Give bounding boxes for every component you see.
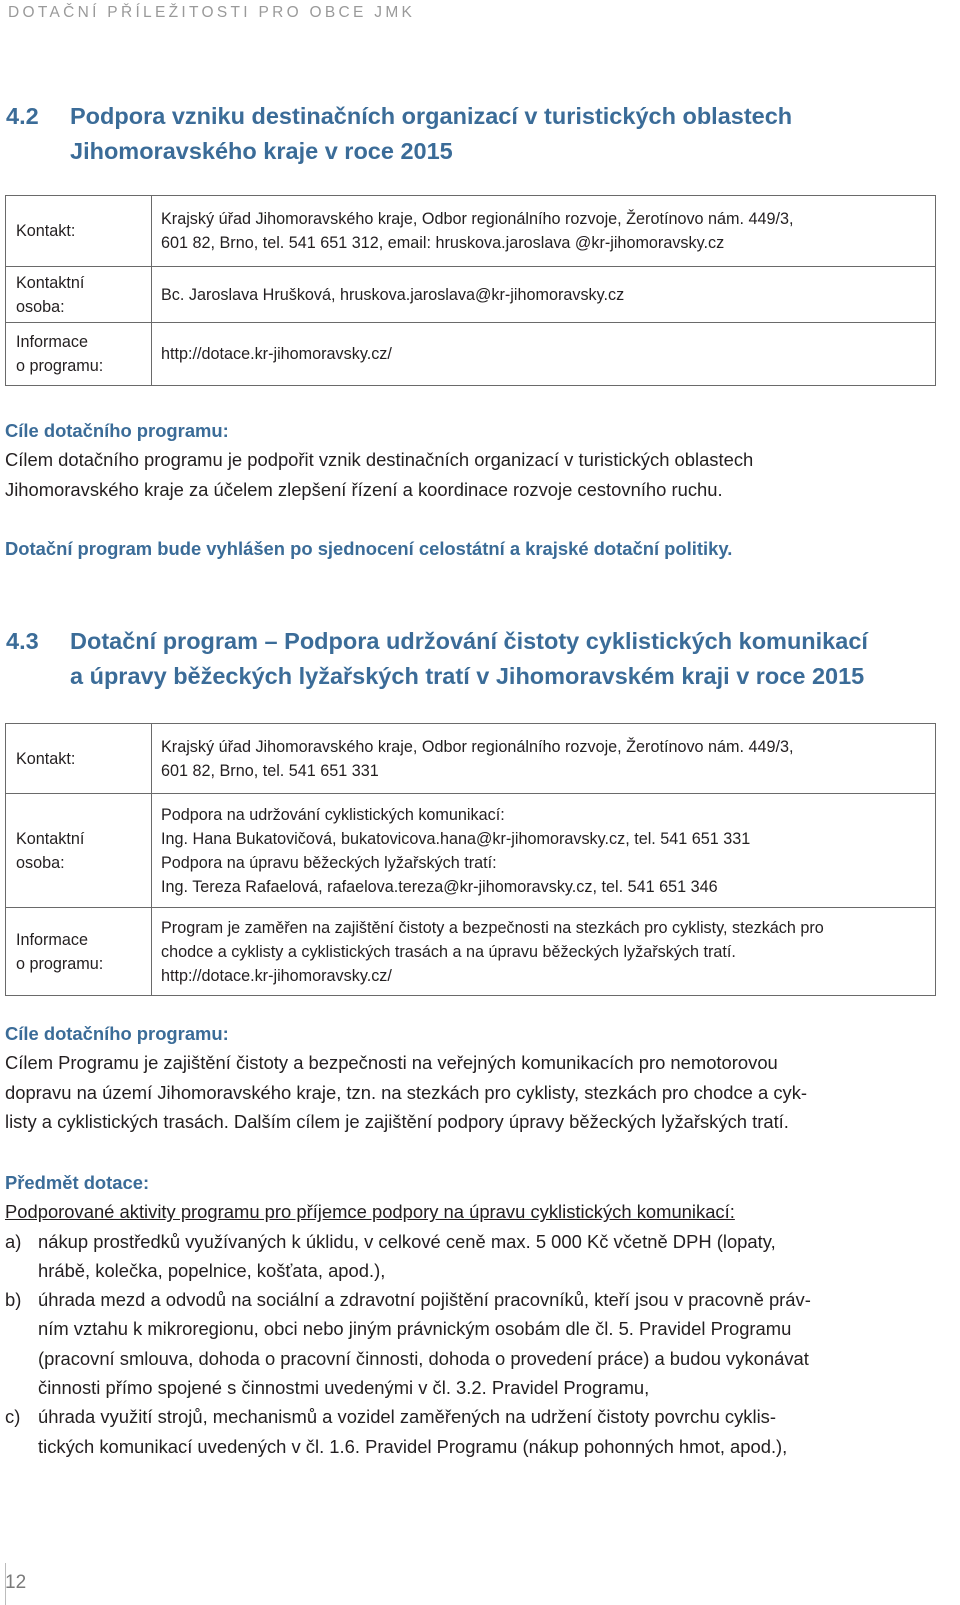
goals-heading: Cíle dotačního programu: (5, 1023, 229, 1044)
section-title-line: Jihomoravského kraje v roce 2015 (70, 138, 453, 164)
section-4-2-notice: Dotační program bude vyhlášen po sjednocení celostátní a krajské dotační politiky. (5, 538, 733, 559)
list-item-line: tických komunikací uvedených v čl. 1.6. Pravidel Programu (nákup pohonných hmot, apod.), (38, 1435, 788, 1457)
list-item (5, 1402, 940, 1461)
section-title-line: a úpravy běžeckých lyžařských tratí v Jihomoravském kraji v roce 2015 (70, 663, 865, 689)
goals-heading: Cíle dotačního programu: (5, 420, 229, 441)
info-label-line: o programu: (16, 954, 104, 973)
section-4-2-title (6, 99, 946, 169)
info-value-line: Krajský úřad Jihomoravského kraje, Odbor regionálního rozvoje, Žerotínovo nám. 449/3, (161, 737, 794, 756)
list-item-line: nákup prostředků využívaných k úklidu, v celkové ceně max. 5 000 Kč včetně DPH (lopaty, (38, 1230, 776, 1252)
list-marker: c) (5, 1406, 21, 1428)
goals-line: dopravu na území Jihomoravského kraje, tzn. na stezkách pro cyklisty, stezkách pro chodce a cyk- (5, 1081, 808, 1103)
info-label (6, 908, 152, 996)
info-label-line: Kontaktní (16, 273, 85, 292)
info-value (152, 267, 936, 323)
info-label-line: Kontaktní (16, 829, 85, 848)
info-value-line: Podpora na udržování cyklistických komunikací: (161, 805, 505, 824)
page-number: 12 (5, 1572, 27, 1593)
section-4-3-title (6, 624, 946, 694)
info-value-line: 601 82, Brno, tel. 541 651 312, email: hruskova.jaroslava @kr-jihomoravsky.cz (161, 234, 725, 252)
info-row-contact (6, 724, 936, 794)
info-value (152, 794, 936, 908)
info-value (152, 323, 936, 386)
info-label: Kontakt: (6, 196, 152, 267)
list-item-line: úhrada využití strojů, mechanismů a vozidel zaměřených na udržení čistoty povrchu cyklis- (38, 1406, 776, 1428)
section-number: 4.3 (6, 628, 39, 654)
list-item-line: (pracovní smlouva, dohoda o pracovní činnosti, dohoda o provedení práce) a budou vykonávat (38, 1347, 809, 1369)
section-title-line: Podpora vzniku destinačních organizací v turistických oblastech (70, 103, 793, 129)
info-value-line: Ing. Hana Bukatovičová, bukatovicova.hana@kr-jihomoravsky.cz, tel. 541 651 331 (161, 829, 751, 848)
page-header: DOTAČNÍ PŘÍLEŽITOSTI PRO OBCE JMK (8, 4, 416, 21)
subject-heading: Předmět dotace: (5, 1172, 150, 1193)
goals-line: Cílem dotačního programu je podpořit vznik destinačních organizací v turistických oblastech (5, 449, 754, 471)
info-label-line: osoba: (16, 297, 65, 316)
info-label-line: osoba: (16, 853, 65, 872)
info-value (152, 724, 936, 794)
info-value-line: Ing. Tereza Rafaelová, rafaelova.tereza@kr-jihomoravsky.cz, tel. 541 651 346 (161, 877, 718, 896)
info-label-line: Informace (16, 333, 88, 351)
info-value-line: Podpora na úpravu běžeckých lyžařských tratí: (161, 853, 497, 872)
info-label-line: o programu: (16, 357, 104, 375)
section-number: 4.2 (6, 103, 39, 129)
section-4-3-goals (5, 1019, 940, 1136)
info-value (152, 196, 936, 267)
info-row-contact-person (6, 794, 936, 908)
goals-line: listy a cyklistických trasách. Dalším cílem je zajištění podpory úpravy běžeckých lyžařských tratí. (5, 1110, 789, 1132)
info-label (6, 323, 152, 386)
section-4-2-info-table (5, 195, 936, 386)
info-label: Kontakt: (6, 724, 152, 794)
list-item (5, 1285, 940, 1402)
list-marker: b) (5, 1289, 22, 1311)
program-link[interactable]: http://dotace.kr-jihomoravsky.cz/ (161, 345, 392, 363)
info-value-line: chodce a cyklisty a cyklistických trasách a na úpravu běžeckých lyžařských tratí. (161, 942, 736, 961)
list-item-line: úhrada mezd a odvodů na sociální a zdravotní pojištění pracovníků, kteří jsou v pracovně práv- (38, 1289, 811, 1311)
info-value-line: Bc. Jaroslava Hrušková, hruskova.jaroslava@kr-jihomoravsky.cz (161, 285, 625, 304)
goals-line: Jihomoravského kraje za účelem zlepšení řízení a koordinace rozvoje cestovního ruchu. (5, 478, 723, 500)
info-value (152, 908, 936, 996)
list-marker: a) (5, 1230, 22, 1252)
section-4-3-info-table (5, 723, 936, 996)
info-label (6, 794, 152, 908)
info-value-line: Program je zaměřen na zajištění čistoty a bezpečnosti na stezkách pro cyklisty, stezkách pro (161, 918, 824, 937)
info-row-contact-person (6, 267, 936, 323)
info-row-program-info (6, 908, 936, 996)
section-4-3-subject (5, 1168, 940, 1461)
program-link[interactable]: http://dotace.kr-jihomoravsky.cz/ (161, 966, 392, 985)
info-value-line: 601 82, Brno, tel. 541 651 331 (161, 761, 379, 780)
list-item (5, 1227, 940, 1286)
subject-subheading: Podporované aktivity programu pro příjemce podpory na úpravu cyklistických komunikací: (5, 1201, 735, 1223)
list-item-line: ním vztahu k mikroregionu, obci nebo jiným právnickým osobám dle čl. 5. Pravidel Programu (38, 1318, 792, 1340)
list-item-line: hrábě, kolečka, popelnice, košťata, apod.), (38, 1259, 386, 1281)
info-row-program-info (6, 323, 936, 386)
section-title-line: Dotační program – Podpora udržování čistoty cyklistických komunikací (70, 628, 868, 654)
info-label (6, 267, 152, 323)
info-value-line: Krajský úřad Jihomoravského kraje, Odbor regionálního rozvoje, Žerotínovo nám. 449/3, (161, 210, 794, 228)
info-row-contact (6, 196, 936, 267)
list-item-line: činnosti přímo spojené s činnostmi uvedenými v čl. 3.2. Pravidel Programu, (38, 1377, 650, 1399)
section-4-2-goals (5, 416, 940, 504)
goals-line: Cílem Programu je zajištění čistoty a bezpečnosti na veřejných komunikacích pro nemotorovou (5, 1052, 778, 1074)
info-label-line: Informace (16, 930, 88, 949)
